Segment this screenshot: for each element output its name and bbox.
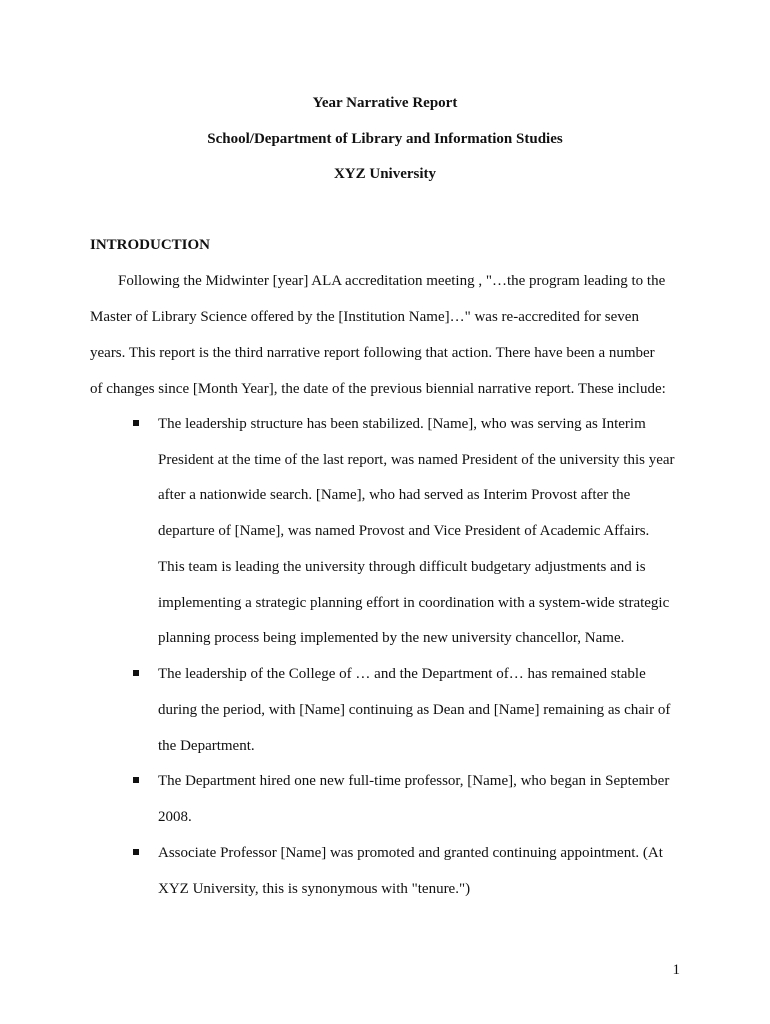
square-bullet-icon [133, 777, 139, 783]
paragraph-line: of changes since [Month Year], the date of the previous biennial narrative report. These include: [90, 381, 666, 397]
list-item-line: the Department. [158, 738, 255, 754]
university-name: XYZ University [333, 166, 437, 182]
list-item-line: President at the time of the last report, was named President of the university this year [158, 452, 675, 468]
list-item-line: The Department hired one new full-time professor, [Name], who began in September [158, 773, 670, 789]
list-item-line: This team is leading the university through difficult budgetary adjustments and is [158, 559, 646, 575]
paragraph-line: years. This report is the third narrative report following that action. There have been a number [90, 345, 655, 361]
list-item-line: after a nationwide search. [Name], who had served as Interim Provost after the [158, 487, 631, 503]
list-item-line: departure of [Name], was named Provost and Vice President of Academic Affairs. [158, 523, 650, 539]
page-number: 1 [672, 962, 680, 978]
paragraph-line: Master of Library Science offered by the [Institution Name]…" was re-accredited for seven [90, 309, 639, 325]
list-item-line: XYZ University, this is synonymous with "tenure.") [158, 881, 471, 897]
list-item-line: Associate Professor [Name] was promoted and granted continuing appointment. (At [158, 845, 663, 861]
list-item-line: The leadership of the College of … and the Department of… has remained stable [158, 666, 646, 682]
list-item-line: during the period, with [Name] continuing as Dean and [Name] remaining as chair of [158, 702, 671, 718]
report-title: Year Narrative Report [312, 95, 458, 111]
square-bullet-icon [133, 670, 139, 676]
list-item-line: planning process being implemented by the new university chancellor, Name. [158, 630, 625, 646]
square-bullet-icon [133, 849, 139, 855]
department-name: School/Department of Library and Information Studies [207, 131, 563, 147]
list-item-line: 2008. [158, 809, 192, 825]
paragraph-line: Following the Midwinter [year] ALA accreditation meeting , "…the program leading to the [118, 273, 666, 289]
section-heading-introduction: INTRODUCTION [90, 237, 211, 253]
square-bullet-icon [133, 420, 139, 426]
list-item-line: implementing a strategic planning effort in coordination with a system-wide strategic [158, 595, 670, 611]
list-item-line: The leadership structure has been stabilized. [Name], who was serving as Interim [158, 416, 646, 432]
